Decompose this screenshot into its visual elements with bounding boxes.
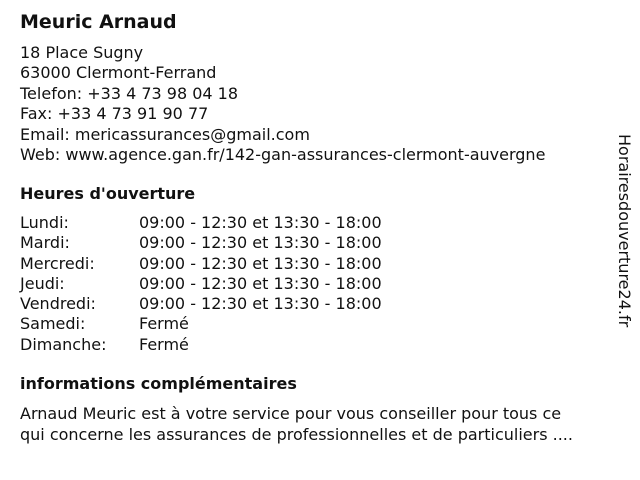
hours-row (20, 254, 382, 274)
info-description (20, 403, 625, 445)
info-heading: informations complémentaires (20, 374, 297, 393)
hours-time: 09:00 - 12:30 et 13:30 - 18:00 (139, 273, 382, 293)
hours-row (20, 233, 382, 253)
hours-day: Dimanche: (20, 334, 107, 354)
hours-day: Vendredi: (20, 294, 96, 314)
hours-heading: Heures d'ouverture (20, 184, 196, 203)
hours-time: Fermé (139, 334, 189, 354)
hours-time: 09:00 - 12:30 et 13:30 - 18:00 (139, 253, 382, 273)
hours-time: 09:00 - 12:30 et 13:30 - 18:00 (139, 233, 382, 253)
hours-row (20, 294, 382, 314)
phone-number: Telefon: +33 4 73 98 04 18 (20, 83, 239, 103)
hours-day: Mardi: (20, 233, 70, 253)
hours-time: 09:00 - 12:30 et 13:30 - 18:00 (139, 213, 382, 232)
fax-number: Fax: +33 4 73 91 90 77 (20, 104, 209, 124)
business-name: Meuric Arnaud (20, 11, 177, 33)
hours-time: Fermé (139, 314, 189, 334)
info-line: qui concerne les assurances de professionnelles et de particuliers .... (20, 425, 573, 444)
site-watermark: Horairesdouverture24.fr (615, 134, 634, 328)
hours-row (20, 274, 382, 294)
hours-day: Lundi: (20, 213, 69, 232)
hours-day: Mercredi: (20, 253, 95, 273)
hours-day: Samedi: (20, 314, 86, 334)
address-street: 18 Place Sugny (20, 43, 144, 62)
address-city: 63000 Clermont-Ferrand (20, 63, 217, 83)
contact-block (20, 43, 545, 165)
website-url: Web: www.agence.gan.fr/142-gan-assurances-clermont-auvergne (20, 145, 546, 165)
email-address: Email: mericassurances@gmail.com (20, 124, 310, 144)
hours-row (20, 213, 382, 233)
hours-row (20, 314, 382, 334)
hours-day: Jeudi: (20, 273, 65, 293)
hours-table (20, 213, 382, 355)
hours-row (20, 335, 382, 355)
info-line: Arnaud Meuric est à votre service pour vous conseiller pour tous ce (20, 404, 562, 423)
hours-time: 09:00 - 12:30 et 13:30 - 18:00 (139, 294, 382, 314)
